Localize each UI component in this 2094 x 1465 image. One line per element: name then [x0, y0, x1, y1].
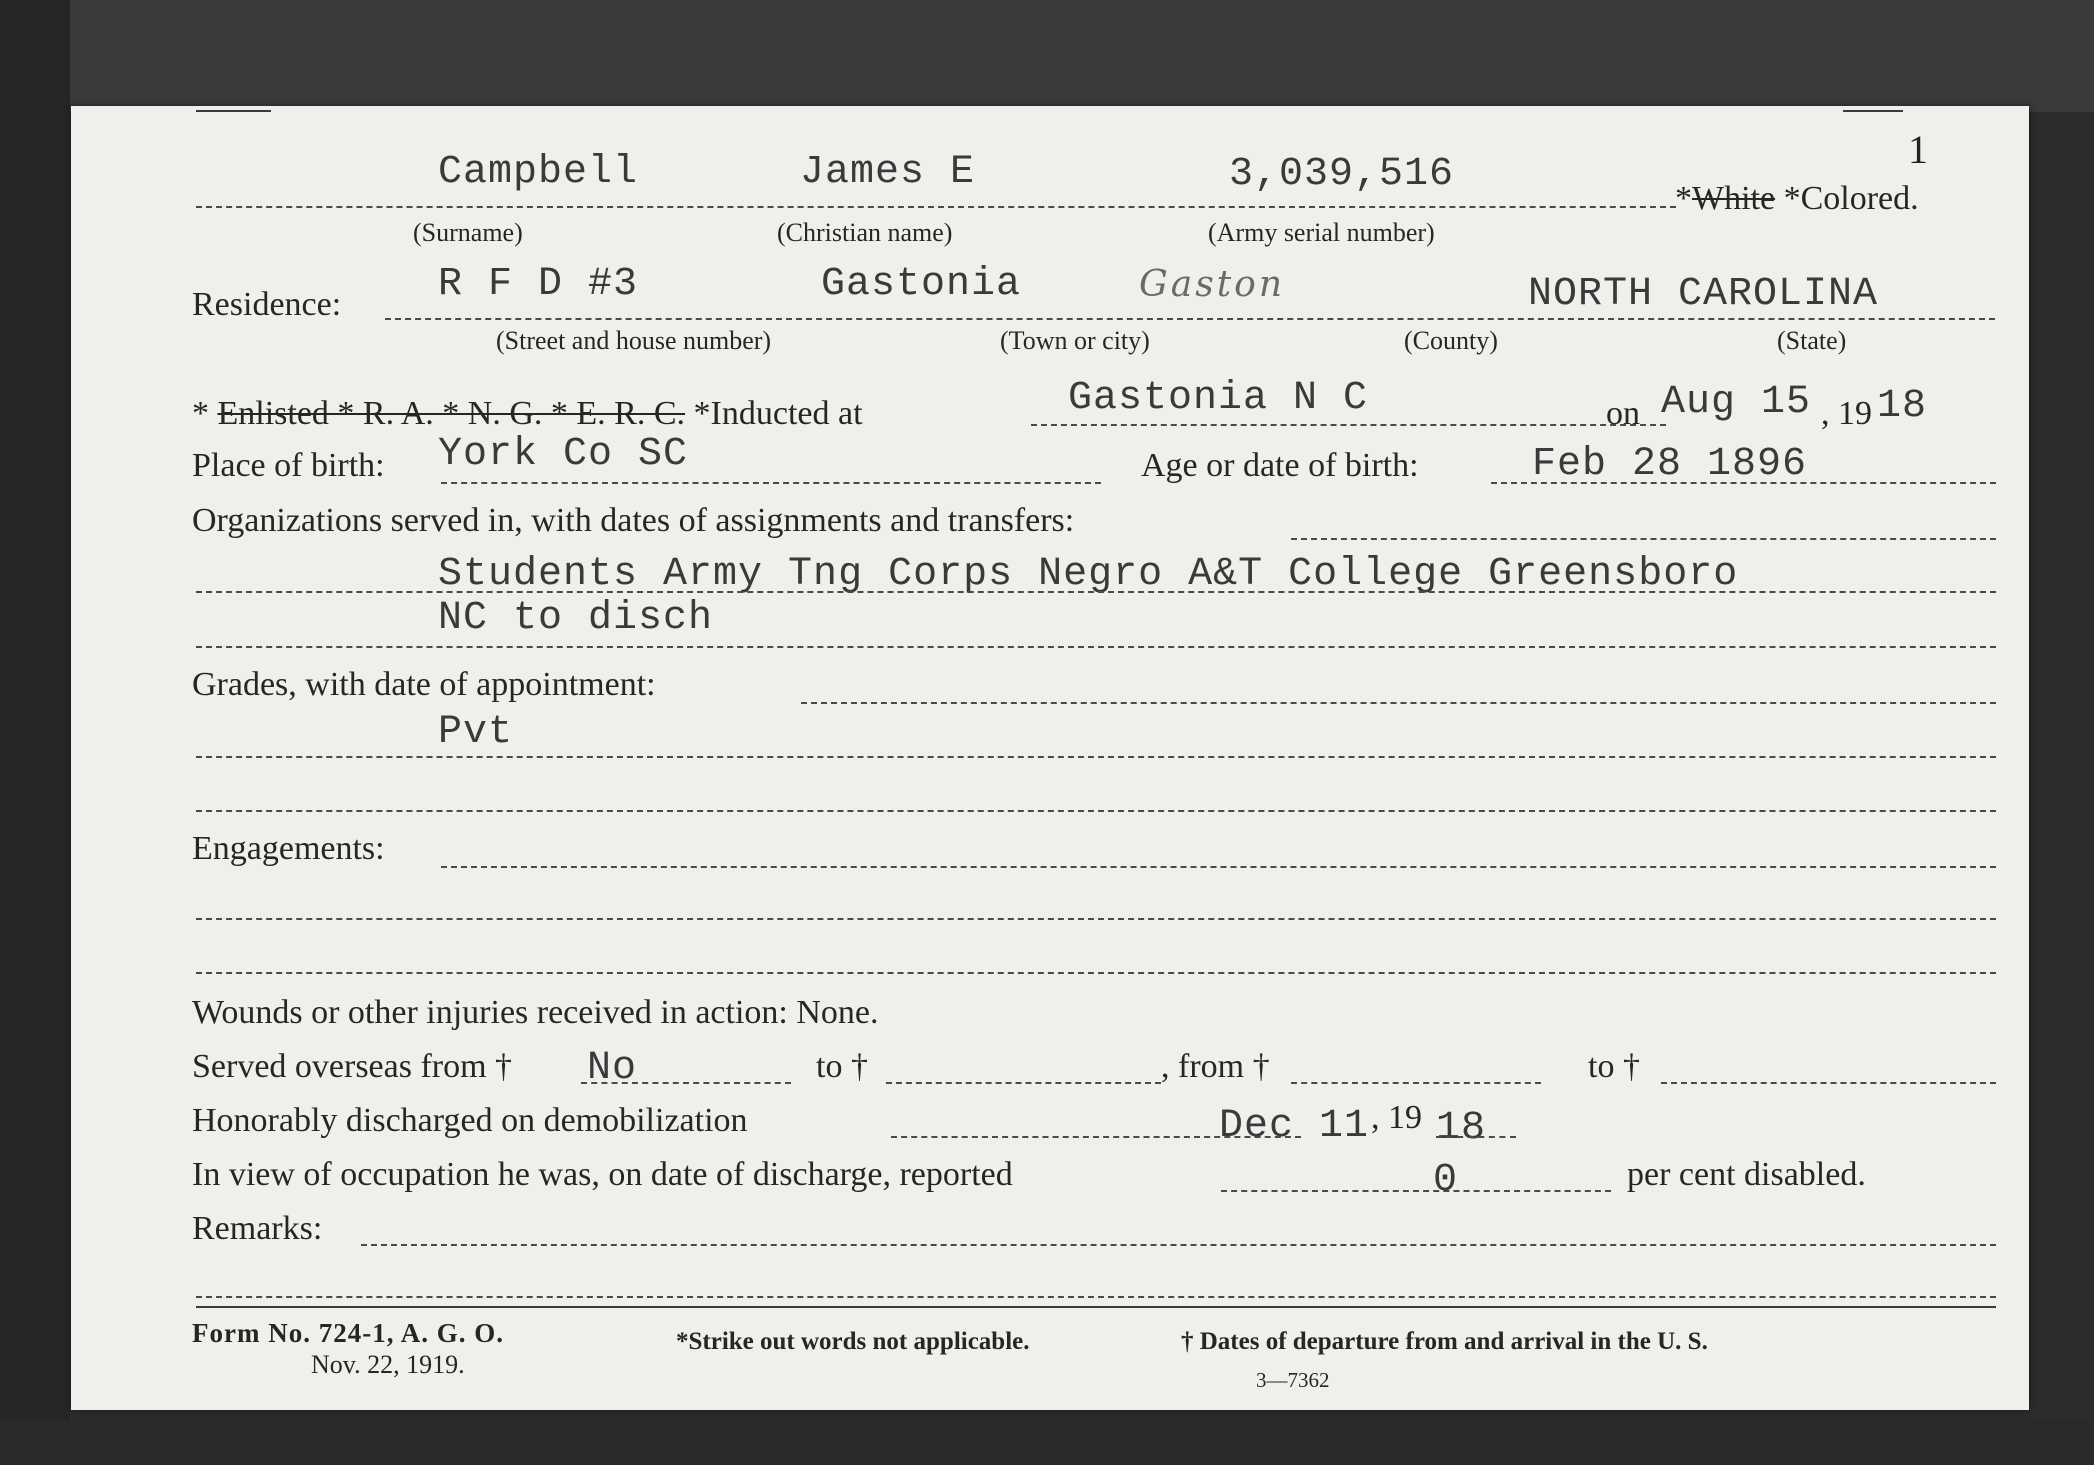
serial-number-value: 3,039,516 [1229, 152, 1455, 197]
grades-value: Pvt [438, 710, 514, 755]
scan-background-top [0, 0, 2094, 112]
christian-name-caption: (Christian name) [777, 218, 953, 247]
state-caption: (State) [1777, 326, 1847, 355]
town-caption: (Town or city) [1000, 326, 1150, 355]
enlistment-struck: Enlisted * R. A. * N. G. * E. R. C. [217, 395, 686, 432]
wounds-text: Wounds or other injuries received in action: None. [192, 994, 879, 1031]
organizations-line1: Students Army Tng Corps Negro A&T College Greensboro [438, 552, 1739, 597]
disability-label: In view of occupation he was, on date of discharge, reported [192, 1156, 1013, 1193]
residence-street: R F D #3 [438, 262, 639, 307]
engagements-line-2 [196, 972, 1996, 974]
grades-line-1 [196, 756, 1996, 758]
inducted-date: Aug 15 [1661, 380, 1812, 425]
asterisk-white: * [1675, 180, 1692, 217]
card-number: 1 [1908, 127, 1928, 172]
form-number: Form No. 724-1, A. G. O. [192, 1318, 504, 1348]
grades-line-0 [801, 702, 1996, 704]
scan-background-left [0, 0, 70, 1465]
remarks-line-0 [361, 1244, 1996, 1246]
overseas-from-line [581, 1082, 791, 1084]
print-code: 3—7362 [1256, 1368, 1330, 1392]
overseas-label: Served overseas from † [192, 1048, 513, 1085]
strike-note: *Strike out words not applicable. [676, 1328, 1030, 1355]
disability-line [1221, 1190, 1611, 1192]
place-of-birth-label: Place of birth: [192, 447, 385, 484]
discharge-year-line [1436, 1136, 1516, 1138]
inducted-place: Gastonia N C [1068, 376, 1369, 421]
top-left-rule [196, 110, 271, 112]
top-right-rule [1843, 110, 1903, 112]
engagements-label: Engagements: [192, 830, 385, 867]
bottom-rule [196, 1306, 1996, 1308]
engagements-line-0 [441, 866, 1996, 868]
asterisk-colored: * [1783, 180, 1801, 217]
inducted-label: *Inducted at [693, 395, 863, 432]
disability-suffix: per cent disabled. [1627, 1156, 1866, 1193]
race-colored: Colored. [1800, 180, 1919, 217]
enlistment-field: * Enlisted * R. A. * N. G. * E. R. C. *Inducted at [192, 395, 863, 432]
serial-number-caption: (Army serial number) [1208, 218, 1435, 247]
county-caption: (County) [1404, 326, 1498, 355]
residence-county: Gaston [1139, 264, 1286, 305]
organizations-line-2 [196, 646, 1996, 648]
organizations-line-0 [1291, 538, 1996, 540]
inducted-year: 18 [1877, 384, 1928, 429]
inducted-year-prefix: , 19 [1821, 395, 1872, 432]
overseas-to2-line [1661, 1082, 1996, 1084]
engagements-line-1 [196, 918, 1996, 920]
street-caption: (Street and house number) [496, 326, 772, 355]
surname-caption: (Surname) [413, 218, 523, 247]
organizations-label: Organizations served in, with dates of assignments and transfers: [192, 502, 1075, 539]
remarks-line-1 [196, 1296, 1996, 1298]
discharge-date: Dec 11 [1219, 1104, 1370, 1149]
overseas-from2-line [1291, 1082, 1541, 1084]
overseas-from2-label: , from † [1161, 1048, 1270, 1085]
inducted-line [1031, 424, 1666, 426]
organizations-line2: NC to disch [438, 596, 714, 641]
discharge-year-prefix: , 19 [1371, 1099, 1422, 1136]
grades-label: Grades, with date of appointment: [192, 666, 656, 703]
residence-label: Residence: [192, 286, 342, 323]
age-label: Age or date of birth: [1141, 447, 1419, 484]
birth-place-line [441, 482, 1101, 484]
overseas-to-label: to † [816, 1048, 868, 1085]
organizations-line-1 [196, 591, 1996, 593]
discharge-year: 18 [1436, 1106, 1487, 1151]
service-record-card [71, 106, 2029, 1410]
residence-town: Gastonia [821, 262, 1022, 307]
grades-line-2 [196, 810, 1996, 812]
residence-line [385, 318, 1995, 320]
remarks-label: Remarks: [192, 1210, 323, 1247]
scan-background-bottom [0, 1420, 2094, 1465]
residence-state: NORTH CAROLINA [1528, 272, 1879, 317]
christian-name-value: James E [800, 150, 976, 195]
birth-date-value: Feb 28 1896 [1532, 442, 1808, 487]
inducted-on-label: on [1606, 395, 1640, 432]
disability-value: 0 [1433, 1158, 1459, 1203]
overseas-to-line [886, 1082, 1161, 1084]
discharge-label: Honorably discharged on demobilization [192, 1102, 748, 1139]
form-date: Nov. 22, 1919. [311, 1350, 465, 1379]
race-white-struck: White [1692, 180, 1776, 217]
name-line [196, 206, 1676, 208]
dates-note: † Dates of departure from and arrival in the U. S. [1181, 1328, 1708, 1355]
place-of-birth-value: York Co SC [438, 432, 689, 477]
birth-date-line [1491, 482, 1996, 484]
surname-value: Campbell [438, 150, 639, 195]
overseas-to2-label: to † [1588, 1048, 1640, 1085]
race-field [1675, 180, 1919, 218]
overseas-from-value: No [587, 1046, 638, 1091]
